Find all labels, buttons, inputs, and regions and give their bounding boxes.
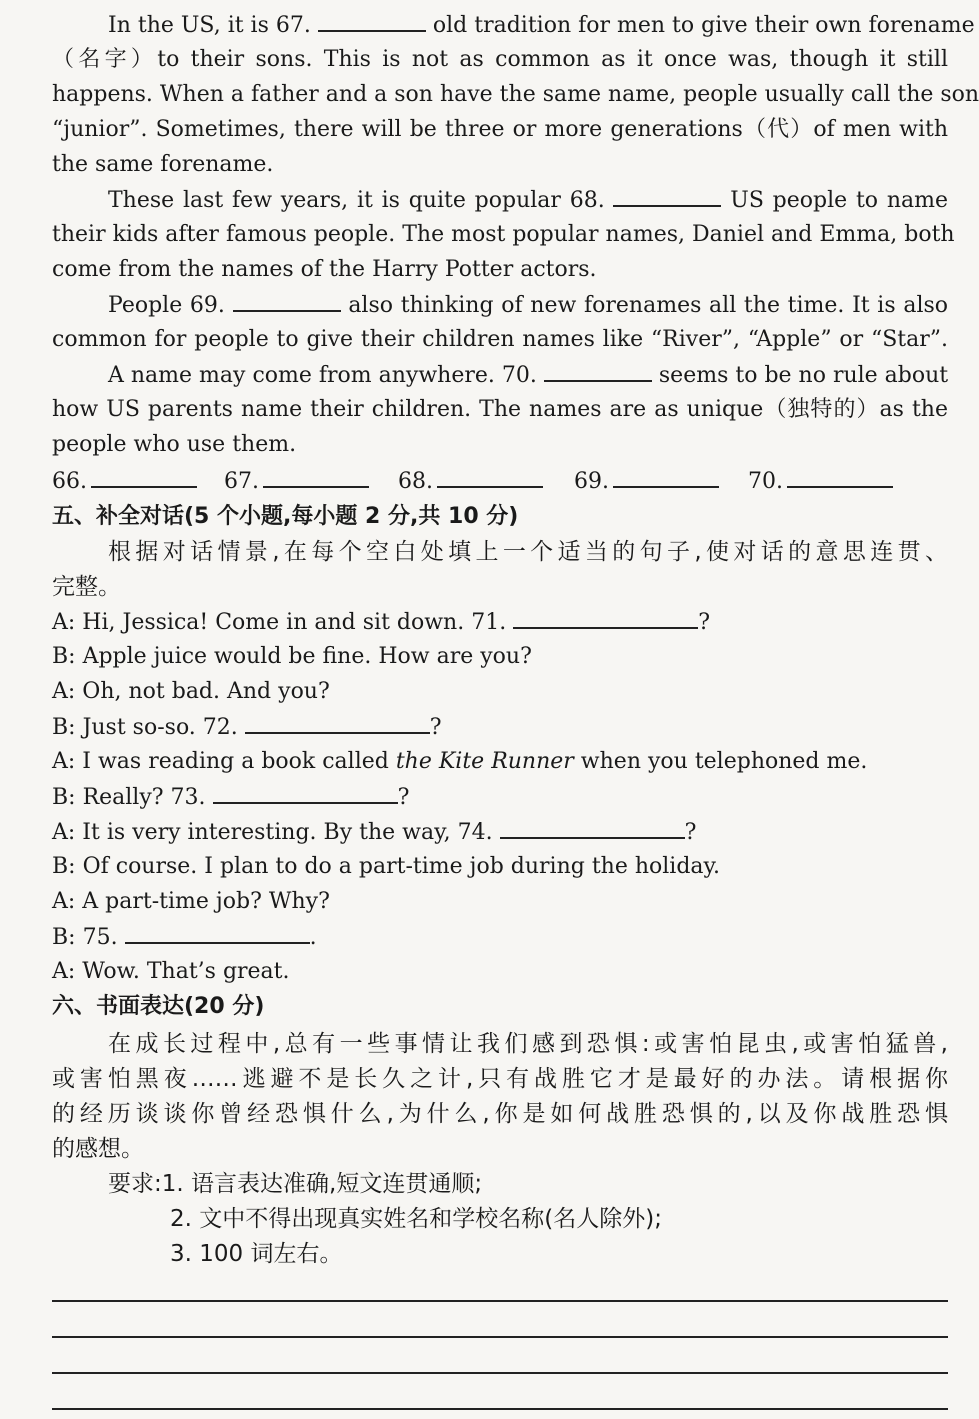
answer-blank-74[interactable]: [500, 815, 685, 839]
writing-line[interactable]: [52, 1372, 948, 1374]
passage-line: happens. When a father and a son have the same name, people usually call the son: [52, 82, 979, 107]
answer-67[interactable]: 67.: [224, 464, 369, 499]
section-heading: 五、补全对话(5 个小题,每小题 2 分,共 10 分): [52, 504, 519, 529]
answer-blank-67[interactable]: [318, 8, 426, 32]
answer-66[interactable]: 66.: [52, 464, 197, 499]
writing-prompt: 在成长过程中,总有一些事情让我们感到恐惧:或害怕昆虫,或害怕猛兽,: [108, 1031, 948, 1057]
passage-line: A name may come from anywhere. 70. seems to be no rule about: [108, 358, 948, 392]
writing-prompt: 的经历谈谈你曾经恐惧什么,为什么,你是如何战胜恐惧的,以及你战胜恐惧: [52, 1101, 948, 1127]
answer-blank-71[interactable]: [513, 605, 698, 629]
passage-line: their kids after famous people. The most popular names, Daniel and Emma, both: [52, 222, 955, 247]
writing-prompt: 的感想。: [52, 1136, 144, 1162]
answer-row: [52, 464, 948, 498]
answer-69[interactable]: 69.: [574, 464, 719, 499]
passage-line: people who use them.: [52, 432, 297, 457]
dialogue-line: B: Really? 73. ?: [52, 780, 948, 814]
writing-line[interactable]: [52, 1300, 948, 1302]
answer-blank-72[interactable]: [245, 710, 430, 734]
requirement: 要求:1. 语言表达准确,短文连贯通顺;: [108, 1171, 483, 1197]
book-title: the Kite Runner: [395, 749, 574, 774]
passage-line: how US parents name their children. The names are as unique（独特的）as the: [52, 397, 948, 422]
answer-68[interactable]: 68.: [398, 464, 543, 499]
dialogue-line: B: Apple juice would be fine. How are you?: [52, 644, 532, 669]
writing-prompt: 或害怕黑夜……逃避不是长久之计,只有战胜它才是最好的办法。请根据你: [52, 1066, 948, 1092]
dialogue-line: A: Oh, not bad. And you?: [52, 679, 330, 704]
dialogue-line: A: It is very interesting. By the way, 74. ?: [52, 815, 948, 849]
section-heading: 六、书面表达(20 分): [52, 994, 265, 1019]
dialogue-line: B: Just so-so. 72. ?: [52, 710, 948, 744]
passage-line: In the US, it is 67. old tradition for men to give their own forename: [108, 8, 948, 42]
dialogue-line: A: A part-time job? Why?: [52, 889, 330, 914]
instruction-text: 完整。: [52, 574, 121, 600]
dialogue-line: A: Wow. That’s great.: [52, 959, 290, 984]
passage-line: People 69. also thinking of new forenames all the time. It is also: [108, 288, 948, 322]
instruction-text: 根据对话情景,在每个空白处填上一个适当的句子,使对话的意思连贯、: [108, 539, 948, 565]
dialogue-line: A: Hi, Jessica! Come in and sit down. 71. ?: [52, 605, 948, 639]
answer-blank-75[interactable]: [125, 920, 310, 944]
passage-line: the same forename.: [52, 152, 274, 177]
writing-line[interactable]: [52, 1408, 948, 1410]
answer-70[interactable]: 70.: [748, 464, 893, 499]
answer-blank-69[interactable]: [233, 288, 341, 312]
answer-blank-68[interactable]: [613, 183, 721, 207]
requirement: 3. 100 词左右。: [170, 1241, 343, 1267]
answer-blank-73[interactable]: [213, 780, 398, 804]
requirement: 2. 文中不得出现真实姓名和学校名称(名人除外);: [170, 1206, 662, 1232]
dialogue-line: B: 75. .: [52, 920, 948, 954]
dialogue-line: B: Of course. I plan to do a part-time job during the holiday.: [52, 854, 721, 879]
passage-line: “junior”. Sometimes, there will be three or more generations（代）of men with: [52, 117, 948, 142]
passage-line: come from the names of the Harry Potter actors.: [52, 257, 597, 282]
passage-line: These last few years, it is quite popular 68. US people to name: [108, 183, 948, 217]
passage-line: （名字）to their sons. This is not as common as it once was, though it still: [52, 47, 948, 72]
dialogue-line: A: I was reading a book called the Kite Runner when you telephoned me.: [52, 749, 868, 774]
answer-blank-70[interactable]: [544, 358, 652, 382]
writing-line[interactable]: [52, 1336, 948, 1338]
passage-line: common for people to give their children names like “River”, “Apple” or “Star”.: [52, 327, 948, 352]
